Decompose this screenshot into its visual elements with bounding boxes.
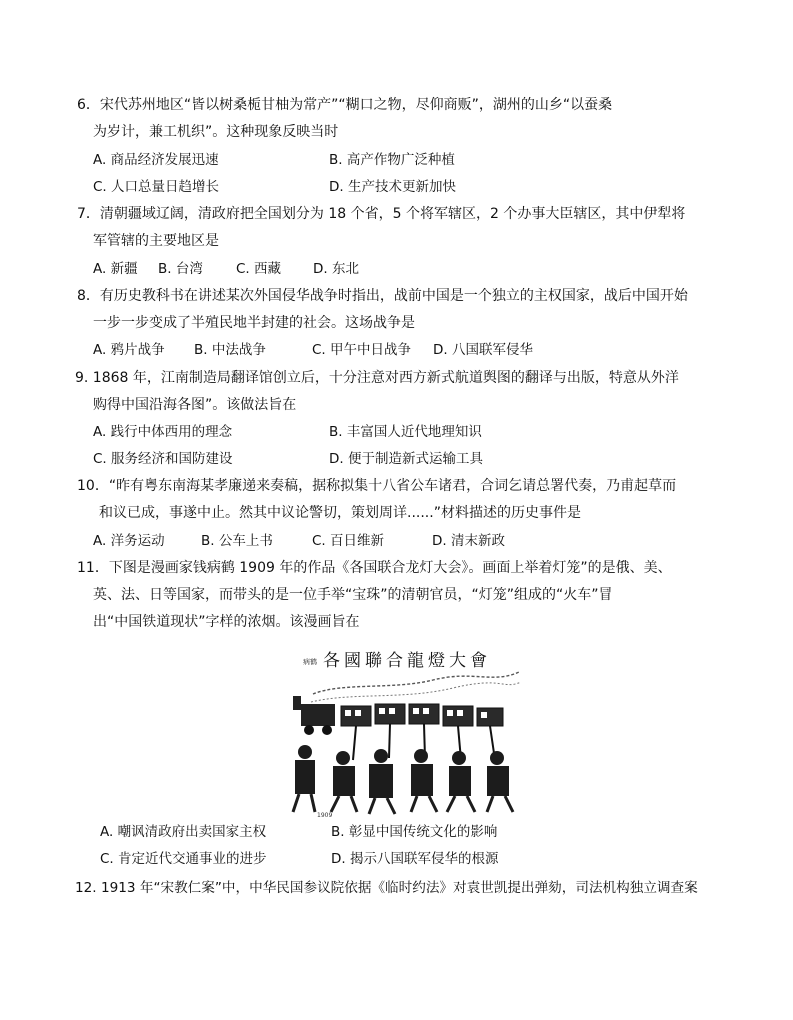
question-10-line-1: 10．“昨有粤东南海某孝廉递来奏稿，据称拟集十八省公车诸君，合词乞请总署代奏，乃甫起草而: [77, 478, 677, 494]
cartoon-illustration: [283, 642, 527, 820]
question-11-option-a: A. 嘲讽清政府出卖国家主权: [100, 824, 267, 840]
question-6-line-2: 为岁计，兼工机织”。这种现象反映当时: [93, 124, 339, 140]
question-7-line-2: 军管辖的主要地区是: [93, 233, 219, 249]
question-12-line-1: 12. 1913 年“宋教仁案”中，中华民国参议院依据《临时约法》对袁世凯提出弹劾，司法机构独立调查案: [75, 880, 698, 896]
question-7-option-c: C. 西藏: [236, 261, 282, 277]
question-10-line-2: 和议已成，事遂中止。然其中议论警切，策划周详......”材料描述的历史事件是: [99, 505, 581, 521]
question-11-line-2: 英、法、日等国家，而带头的是一位手举“宝珠”的清朝官员，“灯笼”组成的“火车”冒: [93, 587, 613, 603]
question-6-option-a: A. 商品经济发展迅速: [93, 152, 219, 168]
question-8-line-2: 一步一步变成了半殖民地半封建的社会。这场战争是: [93, 315, 415, 331]
question-10-option-b: B. 公车上书: [201, 533, 273, 549]
question-6-line-1: 6．宋代苏州地区“皆以树桑栀甘柚为常产”“糊口之物，尽仰商贩”，湖州的山乡“以蚕桑: [77, 97, 613, 113]
question-9-option-c: C. 服务经济和国防建设: [93, 451, 233, 467]
question-7-line-1: 7．清朝疆域辽阔，清政府把全国划分为 18 个省，5 个将军辖区，2 个办事大臣辖区，其中伊犁将: [77, 206, 686, 222]
question-6-option-b: B. 高产作物广泛种植: [329, 152, 455, 168]
cartoon-caption: 1909: [317, 812, 333, 819]
question-9-line-2: 购得中国沿海各图”。该做法旨在: [93, 397, 297, 413]
question-6-option-c: C. 人口总量日趋增长: [93, 179, 220, 195]
question-11-option-c: C. 肯定近代交通事业的进步: [100, 851, 267, 867]
question-8-option-a: A. 鸦片战争: [93, 342, 165, 358]
cartoon-drawing: [283, 642, 527, 820]
question-7-option-d: D. 东北: [313, 261, 359, 277]
question-8-option-c: C. 甲午中日战争: [312, 342, 412, 358]
question-10-option-d: D. 清末新政: [432, 533, 505, 549]
question-11-option-b: B. 彰显中国传统文化的影响: [331, 824, 498, 840]
question-9-option-d: D. 便于制造新式运输工具: [329, 451, 483, 467]
question-11-line-3: 出“中国铁道现状”字样的浓烟。该漫画旨在: [93, 614, 360, 630]
cartoon-title: 各國聯合龍燈大會: [323, 651, 491, 671]
cartoon-signature: 病鹤: [303, 658, 317, 666]
question-6-option-d: D. 生产技术更新加快: [329, 179, 456, 195]
question-10-option-c: C. 百日维新: [312, 533, 385, 549]
question-7-option-a: A. 新疆: [93, 261, 138, 277]
question-9-line-1: 9. 1868 年，江南制造局翻译馆创立后，十分注意对西方新式航道舆图的翻译与出版，特意从外洋: [75, 370, 679, 386]
question-11-line-1: 11．下图是漫画家钱病鹤 1909 年的作品《各国联合龙灯大会》。画面上举着灯笼”的是俄、美、: [77, 560, 672, 576]
question-9-option-b: B. 丰富国人近代地理知识: [329, 424, 482, 440]
question-8-option-b: B. 中法战争: [194, 342, 266, 358]
question-7-option-b: B. 台湾: [158, 261, 203, 277]
question-9-option-a: A. 践行中体西用的理念: [93, 424, 233, 440]
question-8-option-d: D. 八国联军侵华: [433, 342, 533, 358]
question-10-option-a: A. 洋务运动: [93, 533, 165, 549]
question-11-option-d: D. 揭示八国联军侵华的根源: [331, 851, 499, 867]
question-8-line-1: 8．有历史教科书在讲述某次外国侵华战争时指出，战前中国是一个独立的主权国家，战后中国开始: [77, 288, 688, 304]
